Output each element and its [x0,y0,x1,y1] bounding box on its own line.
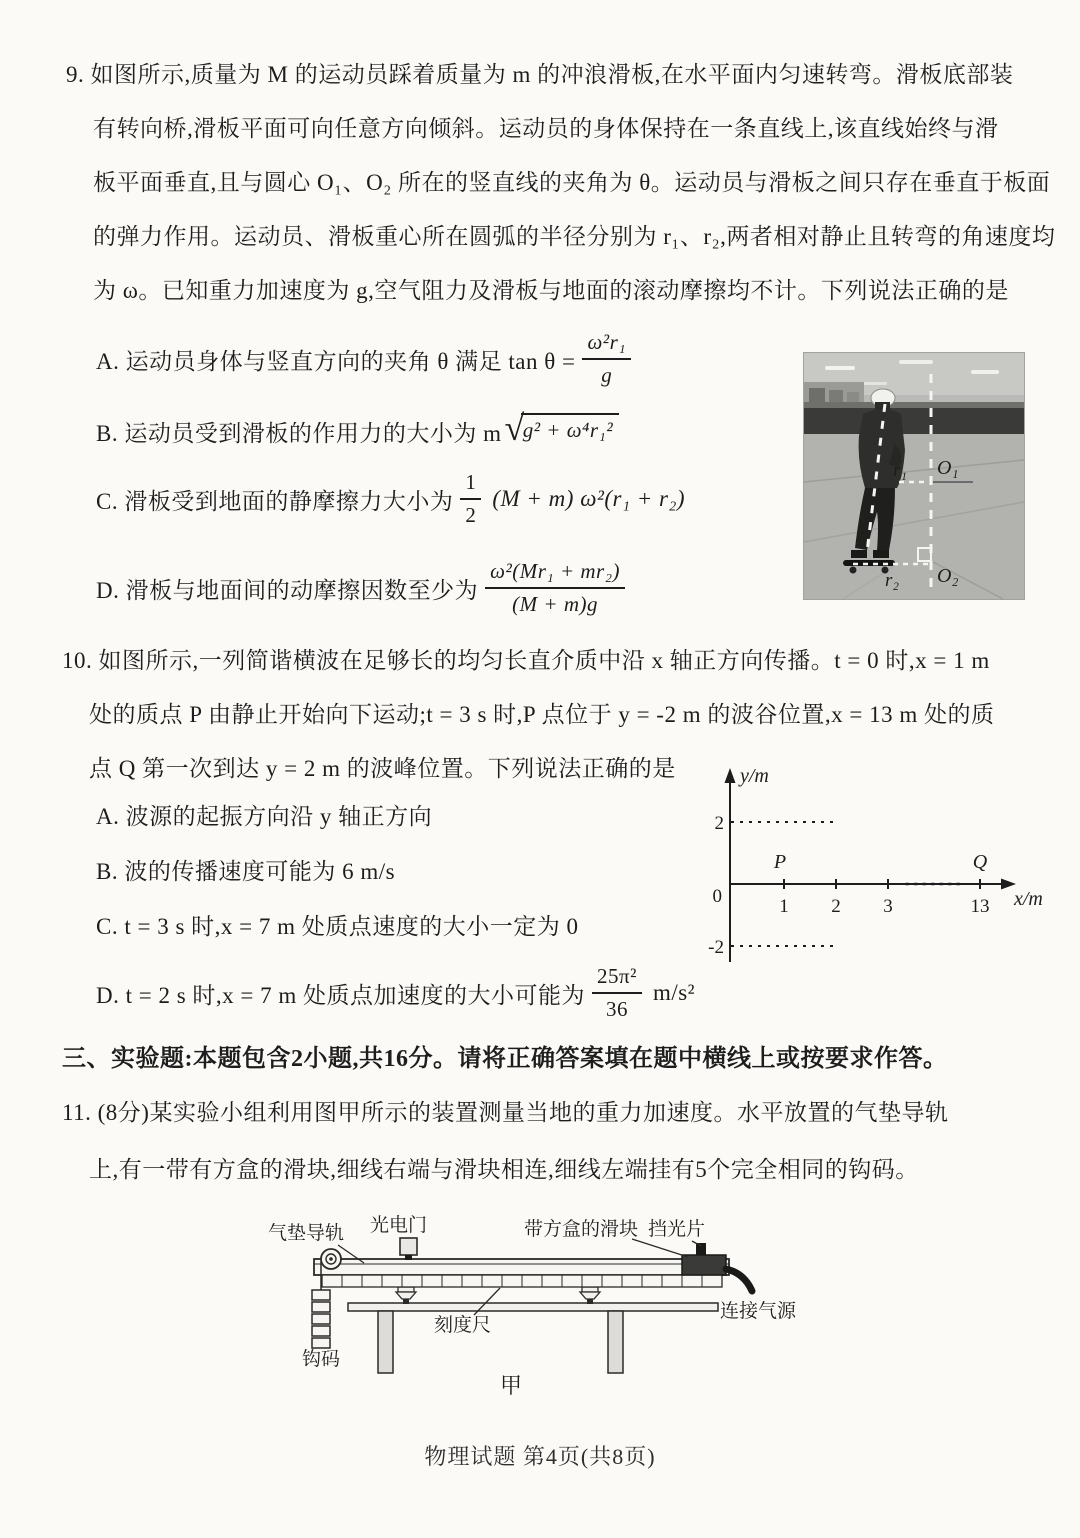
slider-with-box [682,1243,726,1275]
q9-option-c [96,464,685,534]
figure-caption-jia: 甲 [500,1373,523,1398]
skateboarder-photo-graphic [803,352,1025,600]
q11-line-1: 11. (8分)某实验小组利用图甲所示的装置测量当地的重力加速度。水平放置的气垫导轨 [62,1100,949,1125]
q10-line-2: 处的质点 P 由静止开始向下运动;t = 3 s 时,P 点位于 y = -2 m 的波谷位置,x = 13 m 处的质 [89,702,995,727]
air-track-apparatus-graphic [252,1193,852,1405]
q9-option-d [96,546,632,630]
xtick-1-label: 1 [779,896,789,917]
page-footer: 物理试题 第4页(共8页) [424,1444,656,1469]
fraction-denominator: g [601,363,613,387]
q9-option-b-sqrt [504,408,619,449]
air-source-label: 连接气源 [720,1301,797,1322]
y-axis-label: y/m [740,765,769,787]
ytick-neg2-label: -2 [708,937,724,958]
q10-option-b-text: B. 波的传播速度可能为 6 m/s [96,858,396,884]
question-11-stem [62,1084,1052,1198]
q9-option-d-text: D. 滑板与地面间的动摩擦因数至少为 [96,577,479,603]
pulley [321,1249,341,1269]
point-Q-label: Q [972,851,988,873]
q10-wave-diagram [698,756,1050,993]
q9-option-b [96,405,619,457]
photo-O2-label: O₂ [937,565,959,587]
q10-line-3: 点 Q 第一次到达 y = 2 m 的波峰位置。下列说法正确的是 [89,756,676,781]
q9-option-a [96,318,638,400]
slider-label: 带方盒的滑块 [524,1219,639,1240]
photogate-label: 光电门 [370,1215,428,1236]
flag-label: 挡光片 [648,1219,706,1240]
q10-option-a [96,796,432,832]
track-support-left [396,1287,416,1304]
q10-option-c-text: C. t = 3 s 时,x = 7 m 处质点速度的大小一定为 0 [96,913,579,939]
fraction-denominator: (M + m)g [512,592,598,616]
q10-option-d-text: D. t = 2 s 时,x = 7 m 处质点加速度的大小可能为 [96,982,586,1008]
q9-option-b-text: B. 运动员受到滑板的作用力的大小为 m [96,420,502,446]
q10-option-b [96,851,395,887]
q9-skateboarder-photo [803,352,1025,600]
air-track-body [314,1259,729,1275]
q10-option-d-fraction [592,963,642,1024]
q9-option-a-fraction [582,329,631,390]
radicand: g² + ω⁴r₁² [521,413,619,443]
q10-option-d [96,954,695,1032]
ytick-2-label: 2 [714,813,724,834]
table-leg-left [378,1311,393,1373]
origin-label: 0 [712,886,722,907]
q9-line-1: 9. 如图所示,质量为 M 的运动员踩着质量为 m 的冲浪滑板,在水平面内匀速转弯。滑板底部装 [66,62,1014,87]
radical-sign: √ [504,408,525,448]
question-9-stem [66,48,1056,318]
section-3-heading: 三、实验题:本题包含2小题,共16分。请将正确答案填在题中横线上或按要求作答。 [62,1046,948,1072]
air-track-label: 气垫导轨 [268,1223,345,1244]
q9-line-5: 为 ω。已知重力加速度为 g,空气阻力及滑板与地面的滚动摩擦均不计。下列说法正确的是 [93,278,1009,303]
ruler-strip [322,1275,722,1287]
ruler-label: 刻度尺 [434,1315,492,1336]
q10-line-1: 10. 如图所示,一列简谐横波在足够长的均匀长直介质中沿 x 轴正方向传播。t = 0 时,x = 1 m [62,648,990,673]
q9-line-2: 有转向桥,滑板平面可向任意方向倾斜。运动员的身体保持在一条直线上,该直线始终与滑 [93,116,999,141]
xtick-13-label: 13 [970,896,990,917]
photo-r2-label: r₂ [885,570,899,591]
wave-axes-graphic [698,756,1050,988]
fraction-denominator: 36 [606,997,628,1021]
air-hose [726,1269,752,1291]
light-blocking-flag [696,1243,706,1255]
q9-line-3: 板平面垂直,且与圆心 O₁、O₂ 所在的竖直线的夹角为 θ。运动员与滑板之间只存在垂直于板面 [93,170,1051,195]
weight-stack [312,1290,330,1348]
q9-line-4: 的弹力作用。运动员、滑板重心所在圆弧的半径分别为 r₁、r₂,两者相对静止且转弯的角速度均 [93,224,1056,249]
fraction-numerator: ω²r₁ [582,329,631,360]
q11-apparatus-diagram [252,1193,852,1410]
q9-option-c-formula: (M + m) ω²(r₁ + r₂) [492,486,686,511]
track-support-right [580,1287,600,1304]
q9-option-d-fraction [485,558,625,619]
q9-option-c-text: C. 滑板受到地面的静摩擦力大小为 [96,488,454,514]
q11-line-2: 上,有一带有方盒的滑块,细线右端与滑块相连,细线左端挂有5个完全相同的钩码。 [89,1157,919,1182]
fraction-denominator: 2 [465,503,477,527]
photo-O1-label: O₁ [937,457,959,479]
fraction-numerator: ω²(Mr₁ + mr₂) [485,558,625,589]
point-P-label: P [773,851,787,873]
q10-option-d-unit: m/s² [652,980,696,1005]
x-axis-label: x/m [1014,888,1043,910]
xtick-3-label: 3 [883,896,893,917]
q10-option-a-text: A. 波源的起振方向沿 y 轴正方向 [96,803,433,829]
xtick-2-label: 2 [831,896,841,917]
table-leg-right [608,1311,623,1373]
fraction-numerator: 1 [460,469,481,500]
weights-label: 钩码 [302,1349,341,1370]
photogate [400,1238,417,1260]
q9-option-a-text: A. 运动员身体与竖直方向的夹角 θ 满足 tan θ = [96,348,576,374]
q9-option-c-fraction [460,469,481,530]
fraction-numerator: 25π² [592,963,642,994]
photo-r1-label: r₁ [893,460,907,481]
q10-option-c [96,906,579,942]
